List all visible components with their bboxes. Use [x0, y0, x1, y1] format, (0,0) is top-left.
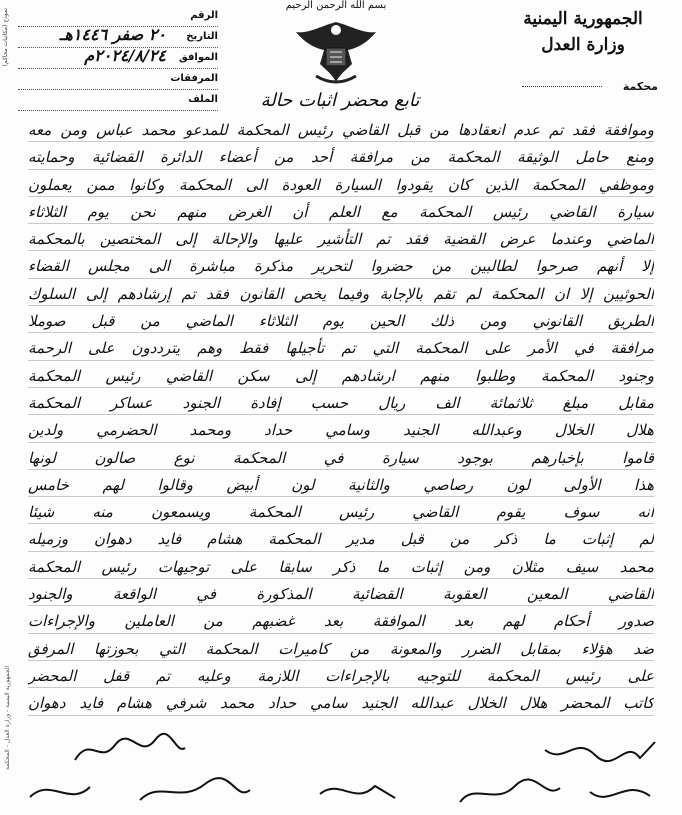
body-line: كاتب المحضر هلال الخلال عبدالله الجنيد سامي حداد محمد شرفي هشام فايد دهوان	[28, 690, 654, 717]
document-title: تابع محضر اثبات حالة	[260, 90, 420, 111]
attachments-row	[18, 69, 218, 90]
basmala: بسم الله الرحمن الرحيم	[285, 0, 387, 11]
body-line: هذا الأولى لون رصاصي والثانية لون أبيض وقالوا لهم خامس	[28, 472, 654, 499]
body-line: محمد سيف مثلان ومن إثبات ما ذكر سابقا على توجيهات رئيس المحكمة	[28, 554, 654, 581]
number-label: الرقم	[190, 10, 218, 21]
body-line: وجنود المحكمة وطلبوا منهم ارشادهم إلى سكن القاضي رئيس المحكمة	[28, 363, 654, 390]
date-label: التاريخ	[186, 31, 218, 42]
court-fill-line	[522, 86, 602, 87]
attachments-label: المرفقات	[170, 73, 218, 84]
body-line: الطريق القانوني ومن ذلك الحين يوم الثلاثاء الماضي من قبل صوملا	[28, 308, 654, 335]
body-line: وموظفي المحكمة الذين كان يقودوا السيارة العودة الى المحكمة وكانوا ممن يعملون	[28, 172, 654, 199]
body-line: إلا أنهم صرحوا لطالبين من حضروا لتحرير مذكرة مباشرة الى مجلس القضاء	[28, 253, 654, 280]
body-line: أنه سوف يقوم القاضي رئيس المحكمة ويسمعون منه شيئا	[28, 499, 654, 526]
corresponding-row	[18, 48, 218, 69]
country-name: الجمهورية اليمنية	[523, 9, 643, 29]
court-label: محكمة	[622, 80, 658, 93]
body-line: ومنع حامل الوثيقة المحكمة من مرافقة أحد من أعضاء الدائرة القضائية وحمايته	[28, 144, 654, 171]
corresponding-label: الموافق	[178, 52, 218, 63]
meta-block	[18, 6, 218, 111]
ministry-name: وزارة العدل	[541, 35, 625, 55]
body-line: الحوثيين إلا ان المحكمة لم تقم بالإجابة وفيما يخص القانون فقد تم إرشادهم إلى السلوك	[28, 281, 654, 308]
date-row	[18, 27, 218, 48]
body-line: ضد هؤلاء بمقابل الضرر والمعونة من كاميرات المحكمة التي بحوزتها المرفق	[28, 636, 654, 663]
body-line: مقابل مبلغ ثلاثمائة الف ريال حسب إفادة الجنود عساكر المحكمة	[28, 390, 654, 417]
number-row	[18, 6, 218, 27]
side-margin-text: الجمهورية اليمنية - وزارة العدل - المحكمة	[4, 665, 11, 770]
body-line: صدور أحكام لهم بعد الموافقة بعد غضبهم من العاملين والإجراءات	[28, 608, 654, 635]
body-line: لم إثبات ما ذكر من قبل مدير المحكمة هشام فايد دهوان وزميله	[28, 526, 654, 553]
signature-clerk	[540, 730, 660, 770]
body-line: هلال الخلال وعبدالله الجنيد وسامي حداد ومحمد الحضرمي ولدين	[28, 417, 654, 444]
body-line: على رئيس المحكمة للتوجيه بالإجراءات اللازمة وعليه تم قفل المحضر	[28, 663, 654, 690]
body-line: مرافقة في الأمر على المحكمة التي تم تأجيلها فقط وهم يترددون على الرحمة	[28, 335, 654, 362]
signatures-row	[20, 772, 660, 812]
letterhead-right	[508, 6, 658, 93]
signature-director	[70, 730, 190, 770]
body-line: الماضي وعندما عرض القضية فقد تم التأشير عليها والإحالة إلى المختصين بالمحكمة	[28, 226, 654, 253]
corresponding-value: ٢٠٢٤/٨/٢٤م	[84, 46, 166, 65]
body-line: قاموا بإخبارهم بوجود سيارة في المحكمة نوع صالون لونها	[28, 445, 654, 472]
body-line: وموافقة فقد تم عدم انعقادها من قبل القاضي رئيس المحكمة للمدعو محمد عباس ومن معه	[28, 117, 654, 144]
date-value: ٢٠ صفر ١٤٤٦هـ	[59, 25, 166, 44]
eagle-emblem-icon	[286, 4, 386, 94]
form-code: نموذج (مكاتبات محاكم)	[2, 8, 9, 67]
file-row	[18, 90, 218, 111]
file-label: الملف	[188, 94, 218, 105]
body-line: سيارة القاضي رئيس المحكمة مع العلم أن الغرض منهم نحن يوم الثلاثاء	[28, 199, 654, 226]
body-line: القاضي المعين العقوبة القضائية المذكورة في الواقعة والجنود	[28, 581, 654, 608]
document-body	[28, 117, 654, 718]
